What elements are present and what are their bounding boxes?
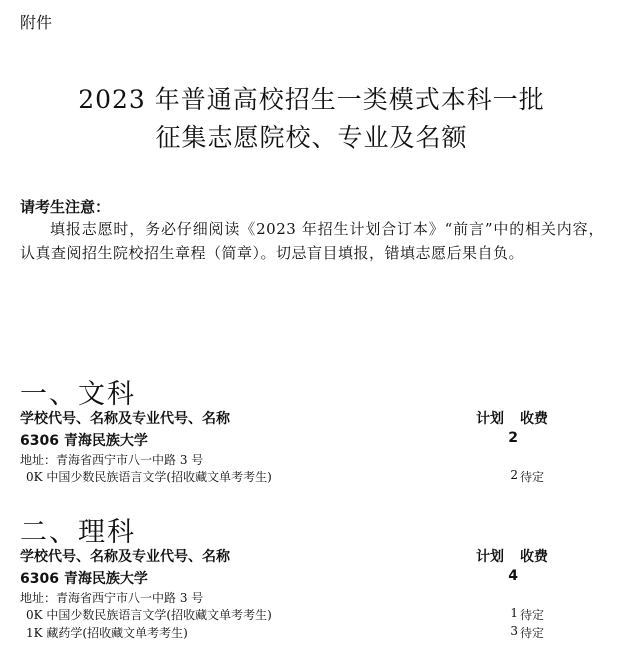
address-text: 地址：青海省西宁市八一中路 3 号 [20, 591, 204, 605]
major-name: 0K 中国少数民族语言文学(招收藏文单考考生) [26, 470, 272, 484]
major-plan: 3 [510, 624, 518, 638]
address-text: 地址：青海省西宁市八一中路 3 号 [20, 453, 204, 467]
attachment-label: 附件 [20, 13, 53, 32]
major-row [20, 468, 610, 488]
major-name: 1K 藏药学(招收藏文单考考生) [26, 626, 188, 640]
major-plan: 1 [510, 606, 518, 620]
column-header-plan: 计划 [476, 549, 504, 565]
section-title-arts: 一、文科 [20, 379, 136, 410]
section-title-science: 二、理科 [20, 517, 136, 548]
major-row [20, 624, 610, 644]
major-name: 0K 中国少数民族语言文学(招收藏文单考考生) [26, 608, 272, 622]
school-row [20, 568, 610, 588]
major-row [20, 606, 610, 626]
major-fee: 待定 [520, 608, 545, 622]
doc-title-line2: 征集志愿院校、专业及名额 [155, 123, 468, 152]
doc-title-line1: 2023 年普通高校招生一类模式本科一批 [78, 85, 545, 114]
school-code-name: 6306 青海民族大学 [20, 433, 148, 449]
column-header-name: 学校代号、名称及专业代号、名称 [20, 411, 230, 427]
column-header-plan: 计划 [476, 411, 504, 427]
school-code-name: 6306 青海民族大学 [20, 571, 148, 587]
column-header-name: 学校代号、名称及专业代号、名称 [20, 549, 230, 565]
major-fee: 待定 [520, 626, 545, 640]
column-header-row [20, 408, 610, 428]
notice-heading: 请考生注意： [20, 198, 111, 216]
notice-body: 填报志愿时，务必仔细阅读《2023 年招生计划合订本》“前言”中的相关内容，认真查阅招生院校招生章程（简章）。切忌盲目填报，错填志愿后果自负。 [20, 220, 604, 262]
column-header-fee: 收费 [520, 549, 548, 565]
major-fee: 待定 [520, 470, 545, 484]
major-plan: 2 [510, 468, 518, 482]
school-row [20, 430, 610, 450]
column-header-row [20, 546, 610, 566]
school-plan: 2 [508, 430, 518, 446]
column-header-fee: 收费 [520, 411, 548, 427]
school-plan: 4 [508, 568, 518, 584]
